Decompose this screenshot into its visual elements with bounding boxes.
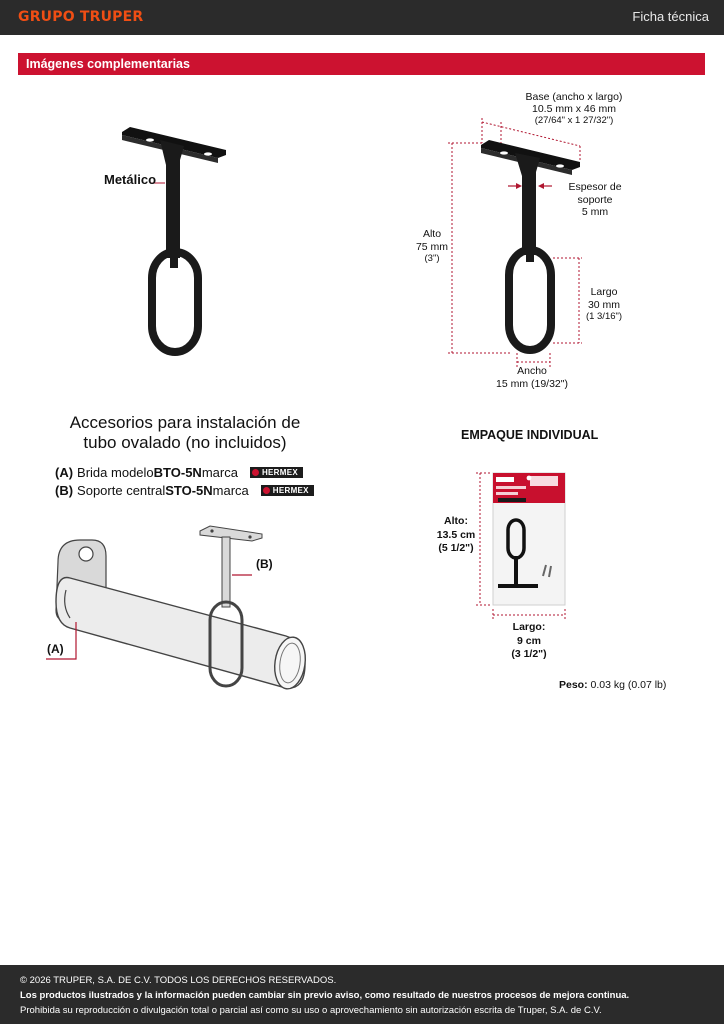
package-weight bbox=[559, 679, 666, 691]
package-length-line-2: 9 cm bbox=[517, 634, 541, 647]
width-line-2: 15 mm (19/32") bbox=[495, 377, 568, 390]
weight-value: 0.03 kg (0.07 lb) bbox=[590, 679, 667, 691]
accessory-model: STO-5N bbox=[165, 483, 213, 498]
thickness-line-2: soporte bbox=[577, 193, 613, 206]
accessory-item-b bbox=[55, 483, 314, 498]
hermex-logo bbox=[250, 467, 303, 478]
oval-tube-installation-image bbox=[56, 526, 308, 691]
accessory-item-a bbox=[55, 465, 303, 480]
accessory-text: Brida modelo bbox=[77, 465, 154, 480]
base-mm: 10.5 mm x 46 mm bbox=[531, 103, 617, 115]
accessory-tag: (A) bbox=[55, 465, 74, 480]
hermex-logo-text: HERMEX bbox=[261, 468, 298, 477]
base-inches: (27/64" x 1 27/32") bbox=[534, 115, 614, 126]
thickness-line-1: Espesor de bbox=[568, 181, 622, 193]
length-line-3: (1 3/16") bbox=[585, 311, 623, 322]
package-length-label bbox=[503, 621, 555, 662]
weight-label: Peso: bbox=[559, 679, 588, 691]
package-height-line-3: (5 1/2") bbox=[438, 542, 474, 554]
width-label bbox=[494, 365, 570, 390]
material-label: Metálico bbox=[104, 172, 157, 187]
hermex-logo bbox=[261, 485, 314, 496]
package-length-line-1: Largo: bbox=[512, 621, 546, 633]
brand-logo[interactable]: GRUPO TRUPER bbox=[18, 9, 144, 25]
package-height-line-1: Alto: bbox=[444, 515, 468, 527]
hermex-logo-text: HERMEX bbox=[272, 486, 309, 495]
footer-bar bbox=[0, 965, 724, 1024]
thickness-line-3: 5 mm bbox=[581, 206, 609, 218]
package-image bbox=[493, 473, 565, 605]
section-title: Imágenes complementarias bbox=[26, 57, 190, 71]
accessory-suffix: marca bbox=[201, 465, 238, 480]
package-height-label bbox=[430, 515, 482, 556]
accessory-suffix: marca bbox=[212, 483, 249, 498]
accessory-text: Soporte central bbox=[77, 483, 166, 498]
hermex-mark-icon bbox=[252, 469, 259, 476]
accessories-title-line-1: Accesorios para instalación de bbox=[69, 413, 301, 432]
base-dimension-label bbox=[508, 91, 640, 127]
footer-notice: Los productos ilustrados y la información pueden cambiar sin previo aviso, como resultado de nuestros procesos de mejora continua. bbox=[20, 990, 630, 1001]
accessories-title bbox=[40, 413, 330, 453]
footer-prohibition: Prohibida su reproducción o divulgación total o parcial así como su uso o aprovechamiento sin autorización escrita de Truper, S.A. de C.V. bbox=[20, 1005, 602, 1016]
length-line-2: 30 mm bbox=[587, 298, 621, 311]
accessory-tag: (B) bbox=[55, 483, 74, 498]
accessory-model: BTO-5N bbox=[153, 465, 202, 480]
package-length-line-3: (3 1/2") bbox=[511, 648, 547, 660]
width-line-1: Ancho bbox=[517, 365, 547, 377]
base-title: Base (ancho x largo) bbox=[525, 91, 623, 103]
callout-b-label: (B) bbox=[256, 557, 273, 571]
package-height-line-2: 13.5 cm bbox=[436, 528, 476, 541]
hermex-mark-icon bbox=[263, 487, 270, 494]
length-line-1: Largo bbox=[590, 286, 618, 298]
callout-a-label: (A) bbox=[47, 642, 64, 656]
height-line-2: 75 mm bbox=[415, 240, 449, 253]
footer-copyright: © 2026 TRUPER, S.A. DE C.V. TODOS LOS DERECHOS RESERVADOS. bbox=[20, 975, 337, 986]
height-line-3: (3") bbox=[424, 253, 440, 264]
package-title: EMPAQUE INDIVIDUAL bbox=[461, 428, 599, 442]
document-type-label: Ficha técnica bbox=[632, 9, 709, 24]
accessories-title-line-2: tubo ovalado (no incluidos) bbox=[83, 433, 287, 452]
thickness-label bbox=[560, 181, 630, 219]
bracket-product-image bbox=[122, 127, 226, 352]
length-label bbox=[583, 286, 625, 324]
height-line-1: Alto bbox=[422, 228, 442, 240]
height-label bbox=[410, 228, 454, 266]
bracket-dimension-image bbox=[481, 140, 580, 350]
